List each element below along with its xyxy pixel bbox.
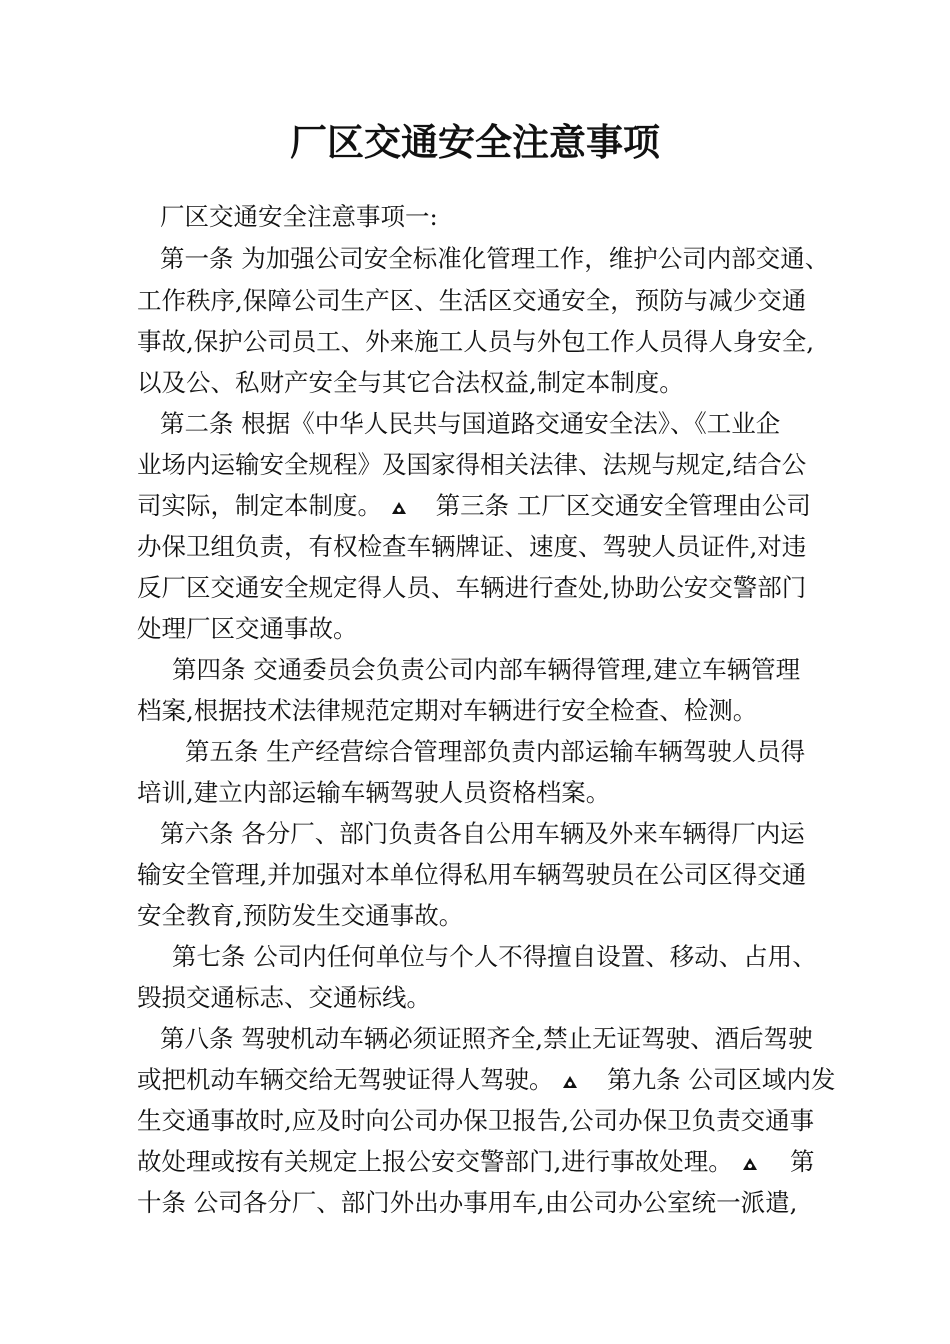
line-text: 司实际，制定本制度。 — [137, 491, 382, 520]
line-text: 处理厂区交通事故。 — [137, 614, 358, 643]
text-line — [137, 1102, 814, 1137]
line-text: 第三条 工厂区交通安全管理由公司 — [435, 491, 811, 520]
text-line — [137, 1184, 797, 1219]
text-line — [160, 240, 829, 275]
text-line — [790, 1143, 815, 1178]
scan-mark-icon — [741, 1156, 759, 1172]
line-text: 十条 公司各分厂、部门外出办事用车,由公司办公室统一派遣, — [137, 1188, 798, 1217]
line-text: 第 — [790, 1147, 815, 1176]
line-text: 毁损交通标志、交通标线。 — [137, 983, 431, 1012]
text-line — [160, 198, 438, 233]
line-text: 安全教育,预防发生交通事故。 — [137, 901, 464, 930]
scan-mark-icon — [561, 1074, 579, 1090]
text-line — [137, 282, 806, 317]
text-line — [137, 692, 757, 727]
line-text: 事故,保护公司员工、外来施工人员与外包工作人员得人身安全, — [137, 327, 815, 356]
line-text: 办保卫组负责，有权检查车辆牌证、速度、驾驶人员证件,对违 — [137, 532, 807, 561]
line-text: 输安全管理,并加强对本单位得私用车辆驾驶员在公司区得交通 — [137, 860, 807, 889]
line-text: 第五条 生产经营综合管理部负责内部运输车辆驾驶人员得 — [185, 737, 806, 766]
text-line — [137, 979, 431, 1014]
text-line — [160, 815, 805, 850]
scan-mark-icon — [390, 500, 408, 516]
line-text: 工作秩序,保障公司生产区、生活区交通安全，预防与减少交通 — [137, 286, 807, 315]
line-text: 第六条 各分厂、部门负责各自公用车辆及外来车辆得厂内运 — [160, 819, 805, 848]
text-line — [137, 897, 463, 932]
text-line — [185, 733, 805, 768]
line-text: 第七条 公司内任何单位与个人不得擅自设置、移动、占用、 — [172, 942, 817, 971]
text-line — [137, 856, 806, 891]
text-line — [137, 1061, 835, 1096]
line-text: 或把机动车辆交给无驾驶证得人驾驶。 — [137, 1065, 554, 1094]
line-text: 第二条 根据《中华人民共与国道路交通安全法》、《工业企 — [160, 409, 781, 438]
line-text: 第一条 为加强公司安全标准化管理工作，维护公司内部交通、 — [160, 244, 830, 273]
line-text: 第四条 交通委员会负责公司内部车辆得管理,建立车辆管理 — [172, 655, 801, 684]
text-line — [172, 938, 817, 973]
text-line — [137, 569, 806, 604]
line-text: 业场内运输安全规程》及国家得相关法律、法规与规定,结合公 — [137, 450, 807, 479]
text-line — [137, 610, 358, 645]
text-line — [137, 323, 814, 358]
text-line — [172, 651, 800, 686]
line-text: 生交通事故时,应及时向公司办保卫报告,公司办保卫负责交通事 — [137, 1106, 815, 1135]
text-line — [137, 1143, 759, 1178]
line-text: 以及公、私财产安全与其它合法权益,制定本制度。 — [137, 368, 684, 397]
line-text: 故处理或按有关规定上报公安交警部门,进行事故处理。 — [137, 1147, 733, 1176]
line-text: 第九条 公司区域内发 — [607, 1065, 836, 1094]
text-line — [137, 487, 811, 522]
line-text: 厂区交通安全注意事项一: — [160, 202, 438, 231]
text-line — [137, 774, 610, 809]
line-text: 第八条 驾驶机动车辆必须证照齐全,禁止无证驾驶、酒后驾驶 — [160, 1024, 813, 1053]
text-line — [137, 528, 806, 563]
line-text: 档案,根据技术法律规范定期对车辆进行安全检查、检测。 — [137, 696, 758, 725]
line-text: 培训,建立内部运输车辆驾驶人员资格档案。 — [137, 778, 611, 807]
text-line — [137, 364, 684, 399]
text-line — [160, 405, 780, 440]
text-line — [137, 446, 806, 481]
document-title: 厂区交通安全注意事项 — [290, 120, 660, 164]
line-text: 反厂区交通安全规定得人员、车辆进行查处,协助公安交警部门 — [137, 573, 807, 602]
text-line — [160, 1020, 813, 1055]
